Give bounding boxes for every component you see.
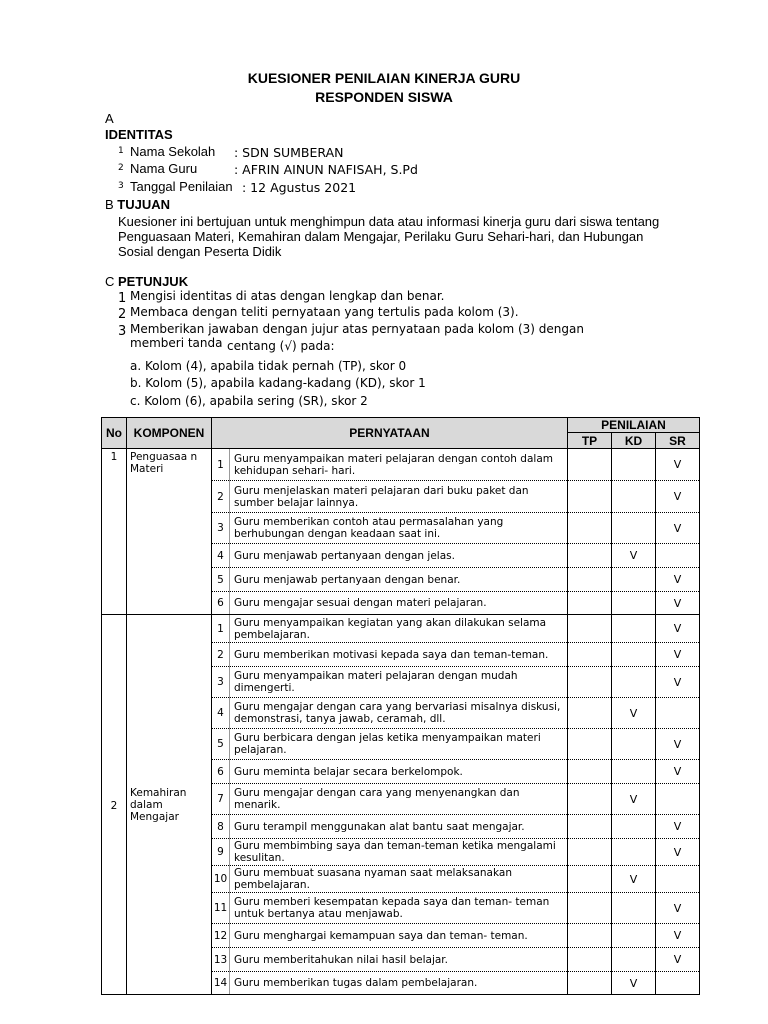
cell-kd[interactable]: V [612, 784, 656, 815]
cell-sr[interactable]: V [656, 481, 700, 513]
row-statement: Guru memberikan contoh atau permasalahan yang berhubungan dengan keadaan saat ini. [230, 513, 568, 544]
row-number: 7 [212, 784, 230, 815]
group-number: 1 [102, 449, 127, 615]
instruction-sub-item: a. Kolom (4), apabila tidak pernah (TP), skor 0 [130, 359, 407, 373]
instruction-number: 1 [118, 291, 127, 306]
row-number: 13 [212, 948, 230, 972]
cell-tp[interactable] [568, 481, 612, 513]
cell-tp[interactable] [568, 544, 612, 568]
cell-kd[interactable]: V [612, 698, 656, 729]
table-row [102, 615, 700, 643]
cell-sr[interactable]: V [656, 924, 700, 948]
section-a-heading: IDENTITAS [105, 127, 173, 142]
cell-kd[interactable] [612, 667, 656, 698]
header-no: No [102, 418, 127, 449]
row-number: 11 [212, 893, 230, 924]
header-komponen: KOMPONEN [127, 418, 212, 449]
table-row [102, 449, 700, 481]
field-number: 3 [118, 181, 124, 191]
row-number: 3 [212, 667, 230, 698]
row-statement: Guru menyampaikan materi pelajaran dengan contoh dalam kehidupan sehari- hari. [230, 449, 568, 481]
cell-kd[interactable]: V [612, 544, 656, 568]
section-c-heading: C PETUNJUK [105, 274, 189, 289]
document-subtitle: RESPONDEN SISWA [315, 89, 453, 105]
row-number: 8 [212, 815, 230, 839]
header-penilaian: PENILAIAN [568, 418, 700, 433]
cell-sr[interactable]: V [656, 513, 700, 544]
row-statement: Guru menyampaikan materi pelajaran dengan mudah dimengerti. [230, 667, 568, 698]
instruction-sub-item: c. Kolom (6), apabila sering (SR), skor 2 [130, 394, 368, 408]
cell-sr[interactable]: V [656, 568, 700, 592]
group-komponen: Penguasaa n Materi [127, 449, 212, 615]
cell-kd[interactable] [612, 481, 656, 513]
row-statement: Guru mengajar dengan cara yang bervariasi misalnya diskusi, demonstrasi, tanya jawab, ceramah, dll. [230, 698, 568, 729]
cell-kd[interactable]: V [612, 972, 656, 995]
purpose-text: Kuesioner ini bertujuan untuk menghimpun data atau informasi kinerja guru dari siswa tentang Penguasaan Materi, Kemahiran dalam Mengajar, Perilaku Guru Sehari-hari, dan Hubungan Sosial dengan Peserta Didik [118, 214, 660, 259]
instruction-item: Membaca dengan teliti pernyataan yang tertulis pada kolom (3). [130, 305, 519, 319]
row-number: 6 [212, 592, 230, 615]
cell-tp[interactable] [568, 643, 612, 667]
header-sr: SR [656, 433, 700, 449]
instruction-item-cont: centang (√) pada: [227, 339, 335, 353]
field-number: 1 [118, 146, 124, 156]
row-number: 4 [212, 544, 230, 568]
instruction-number: 2 [118, 307, 127, 322]
cell-sr[interactable]: V [656, 948, 700, 972]
row-number: 12 [212, 924, 230, 948]
questionnaire-table [101, 417, 700, 995]
cell-tp[interactable] [568, 667, 612, 698]
cell-tp[interactable] [568, 568, 612, 592]
cell-tp[interactable] [568, 972, 612, 995]
row-statement: Guru memberi kesempatan kepada saya dan teman- teman untuk bertanya atau menjawab. [230, 893, 568, 924]
group-number: 2 [102, 615, 127, 995]
row-number: 3 [212, 513, 230, 544]
cell-kd[interactable] [612, 760, 656, 784]
cell-tp[interactable] [568, 839, 612, 866]
cell-tp[interactable] [568, 729, 612, 760]
instruction-item-cont: memberi tanda [130, 336, 223, 350]
instruction-item: Mengisi identitas di atas dengan lengkap dan benar. [130, 289, 445, 303]
cell-sr[interactable]: V [656, 667, 700, 698]
cell-sr[interactable]: V [656, 643, 700, 667]
row-statement: Guru memberikan tugas dalam pembelajaran. [230, 972, 568, 995]
cell-sr[interactable]: V [656, 615, 700, 643]
section-b-heading: B TUJUAN [105, 197, 171, 212]
cell-tp[interactable] [568, 948, 612, 972]
cell-sr[interactable] [656, 866, 700, 893]
cell-kd[interactable] [612, 449, 656, 481]
field-label-date: Tanggal Penilaian [130, 179, 233, 194]
row-number: 2 [212, 643, 230, 667]
cell-sr[interactable]: V [656, 893, 700, 924]
row-number: 5 [212, 568, 230, 592]
row-number: 9 [212, 839, 230, 866]
cell-kd[interactable] [612, 729, 656, 760]
row-statement: Guru mengajar dengan cara yang menyenangkan dan menarik. [230, 784, 568, 815]
cell-sr[interactable]: V [656, 592, 700, 615]
row-statement: Guru meminta belajar secara berkelompok. [230, 760, 568, 784]
row-statement: Guru menjawab pertanyaan dengan benar. [230, 568, 568, 592]
row-statement: Guru memberitahukan nilai hasil belajar. [230, 948, 568, 972]
cell-kd[interactable] [612, 568, 656, 592]
row-number: 5 [212, 729, 230, 760]
cell-tp[interactable] [568, 815, 612, 839]
field-label-school: Nama Sekolah [130, 144, 216, 159]
cell-sr[interactable] [656, 784, 700, 815]
row-statement: Guru menyampaikan kegiatan yang akan dilakukan selama pembelajaran. [230, 615, 568, 643]
cell-sr[interactable]: V [656, 449, 700, 481]
cell-tp[interactable] [568, 698, 612, 729]
cell-sr[interactable]: V [656, 729, 700, 760]
row-statement: Guru membuat suasana nyaman saat melaksanakan pembelajaran. [230, 866, 568, 893]
row-statement: Guru membimbing saya dan teman-teman ketika mengalami kesulitan. [230, 839, 568, 866]
cell-sr[interactable]: V [656, 839, 700, 866]
row-statement: Guru menghargai kemampuan saya dan teman- teman. [230, 924, 568, 948]
header-kd: KD [612, 433, 656, 449]
cell-tp[interactable] [568, 924, 612, 948]
cell-tp[interactable] [568, 784, 612, 815]
section-a-letter: A [105, 111, 114, 126]
cell-kd[interactable] [612, 893, 656, 924]
header-tp: TP [568, 433, 612, 449]
instruction-number: 3 [118, 324, 127, 339]
cell-tp[interactable] [568, 866, 612, 893]
cell-tp[interactable] [568, 893, 612, 924]
row-number: 1 [212, 449, 230, 481]
field-value-date: : 12 Agustus 2021 [242, 180, 357, 195]
cell-sr[interactable] [656, 698, 700, 729]
cell-kd[interactable]: V [612, 866, 656, 893]
header-pernyataan: PERNYATAAN [212, 418, 568, 449]
row-statement: Guru memberikan motivasi kepada saya dan teman-teman. [230, 643, 568, 667]
cell-tp[interactable] [568, 760, 612, 784]
instruction-sub-item: b. Kolom (5), apabila kadang-kadang (KD), skor 1 [130, 376, 426, 390]
row-number: 2 [212, 481, 230, 513]
row-number: 6 [212, 760, 230, 784]
cell-kd[interactable] [612, 839, 656, 866]
cell-sr[interactable]: V [656, 760, 700, 784]
row-number: 14 [212, 972, 230, 995]
cell-kd[interactable] [612, 615, 656, 643]
field-value-school: : SDN SUMBERAN [234, 145, 344, 160]
row-statement: Guru berbicara dengan jelas ketika menyampaikan materi pelajaran. [230, 729, 568, 760]
cell-kd[interactable] [612, 948, 656, 972]
cell-tp[interactable] [568, 513, 612, 544]
cell-tp[interactable] [568, 592, 612, 615]
row-statement: Guru menjawab pertanyaan dengan jelas. [230, 544, 568, 568]
field-value-teacher: : AFRIN AINUN NAFISAH, S.Pd [234, 162, 418, 177]
field-number: 2 [118, 163, 124, 173]
group-komponen: Kemahiran dalam Mengajar [127, 615, 212, 995]
cell-kd[interactable] [612, 513, 656, 544]
cell-sr[interactable] [656, 544, 700, 568]
instruction-item: Memberikan jawaban dengan jujur atas pernyataan pada kolom (3) dengan [130, 322, 584, 336]
cell-tp[interactable] [568, 615, 612, 643]
row-number: 10 [212, 866, 230, 893]
row-number: 1 [212, 615, 230, 643]
row-statement: Guru terampil menggunakan alat bantu saat mengajar. [230, 815, 568, 839]
document-title: KUESIONER PENILAIAN KINERJA GURU [247, 70, 521, 86]
row-number: 4 [212, 698, 230, 729]
cell-sr[interactable] [656, 972, 700, 995]
row-statement: Guru menjelaskan materi pelajaran dari buku paket dan sumber belajar lainnya. [230, 481, 568, 513]
cell-kd[interactable] [612, 815, 656, 839]
field-label-teacher: Nama Guru [130, 161, 198, 176]
cell-kd[interactable] [612, 924, 656, 948]
cell-kd[interactable] [612, 592, 656, 615]
row-statement: Guru mengajar sesuai dengan materi pelajaran. [230, 592, 568, 615]
cell-kd[interactable] [612, 643, 656, 667]
cell-sr[interactable]: V [656, 815, 700, 839]
cell-tp[interactable] [568, 449, 612, 481]
